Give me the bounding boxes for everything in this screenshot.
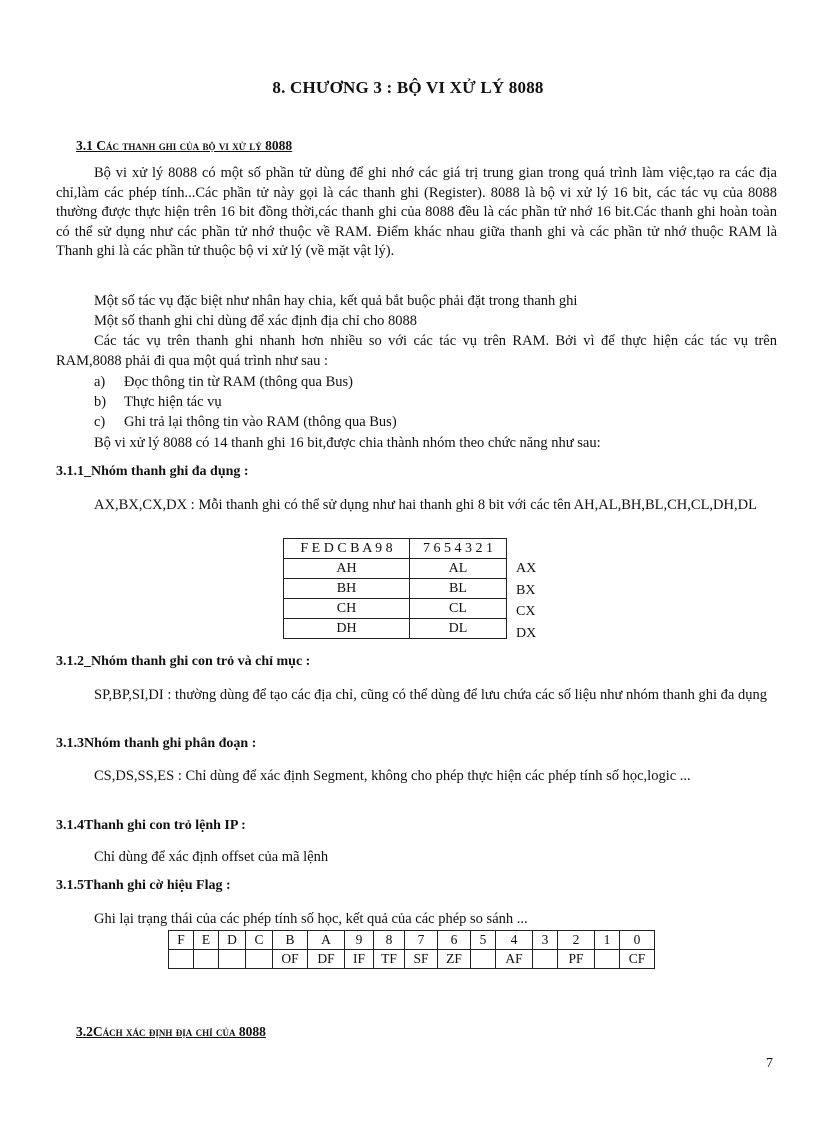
page-title: 8. CHƯƠNG 3 : BỘ VI XỬ LÝ 8088 xyxy=(272,78,544,97)
pointer-registers-text: SP,BP,SI,DI : thường dùng để tạo các địa chỉ, cũng có thể dùng để lưu chứa các số liệu như nhóm thanh ghi đa dụng xyxy=(94,687,767,703)
high-byte: CH xyxy=(284,599,410,619)
register-name: CX xyxy=(516,604,536,620)
register-name: BX xyxy=(516,582,536,598)
ip-register-text: Chỉ dùng để xác định offset của mã lệnh xyxy=(94,849,329,865)
low-byte: CL xyxy=(410,599,507,619)
step-text: Ghi trả lại thông tin vào RAM (thông qua Bus) xyxy=(124,414,397,430)
subheading-3-1-2: 3.1.2_Nhóm thanh ghi con trỏ và chỉ mục : xyxy=(56,654,311,669)
text-line: Một số tác vụ đặc biệt như nhân hay chia, kết quả bắt buộc phải đặt trong thanh ghi xyxy=(94,293,578,309)
flag-cell: IF xyxy=(345,950,374,969)
bit-cell: 7 xyxy=(405,931,438,950)
flag-cell xyxy=(246,950,273,969)
bit-cell: C xyxy=(246,931,273,950)
flag-cell: DF xyxy=(308,950,345,969)
segment-registers-text: CS,DS,SS,ES : Chỉ dùng để xác định Segment, không cho phép thực hiện các phép tính số học,logic ... xyxy=(94,768,691,784)
bit-cell: 6 xyxy=(438,931,471,950)
low-byte: AL xyxy=(410,559,507,579)
bit-cell: 2 xyxy=(558,931,595,950)
bit-cell: F xyxy=(169,931,194,950)
table-row xyxy=(284,599,507,619)
register-name: AX xyxy=(516,561,537,576)
step-marker: c) xyxy=(94,414,106,430)
register-table xyxy=(283,538,507,639)
table-row xyxy=(284,559,507,579)
speed-paragraph: Các tác vụ trên thanh ghi nhanh hơn nhiều so với các tác vụ trên RAM. Bởi vì để thực hiện các tác vụ trên RAM,8088 phải đi qua một quá trình như sau : xyxy=(56,333,777,369)
flag-cell xyxy=(595,950,620,969)
flag-cell xyxy=(533,950,558,969)
flag-cell: TF xyxy=(374,950,405,969)
step-list-item xyxy=(94,413,694,433)
step-text: Đọc thông tin từ RAM (thông qua Bus) xyxy=(124,374,353,390)
bit-cell: 5 xyxy=(471,931,496,950)
table-row xyxy=(284,619,507,639)
flag-cell: PF xyxy=(558,950,595,969)
step-list-item xyxy=(94,393,694,413)
step-marker: b) xyxy=(94,394,107,410)
bit-cell: D xyxy=(219,931,246,950)
flag-bit-row xyxy=(169,931,655,950)
step-list-item xyxy=(94,373,694,393)
bit-cell: E xyxy=(194,931,219,950)
subheading-3-1-1: 3.1.1_Nhóm thanh ghi đa dụng : xyxy=(56,464,249,479)
flag-cell: CF xyxy=(620,950,655,969)
low-byte: DL xyxy=(410,619,507,639)
subheading-3-1-3: 3.1.3Nhóm thanh ghi phân đoạn : xyxy=(56,736,257,751)
flag-cell xyxy=(169,950,194,969)
low-byte: BL xyxy=(410,579,507,599)
bit-cell: A xyxy=(308,931,345,950)
header-high-bits: F E D C B A 9 8 xyxy=(284,539,410,559)
flag-cell xyxy=(219,950,246,969)
header-low-bits: 7 6 5 4 3 2 1 xyxy=(410,539,507,559)
bit-cell: 8 xyxy=(374,931,405,950)
flag-cell: ZF xyxy=(438,950,471,969)
flag-cell: OF xyxy=(273,950,308,969)
high-byte: AH xyxy=(284,559,410,579)
high-byte: BH xyxy=(284,579,410,599)
bit-cell: 1 xyxy=(595,931,620,950)
subheading-3-1-5: 3.1.5Thanh ghi cờ hiệu Flag : xyxy=(56,878,231,893)
high-byte: DH xyxy=(284,619,410,639)
bit-cell: 3 xyxy=(533,931,558,950)
subheading-3-1-4: 3.1.4Thanh ghi con trỏ lệnh IP : xyxy=(56,818,246,833)
bit-cell: 0 xyxy=(620,931,655,950)
step-text: Thực hiện tác vụ xyxy=(124,394,222,410)
bit-cell: 9 xyxy=(345,931,374,950)
bit-cell: 4 xyxy=(496,931,533,950)
bit-cell: B xyxy=(273,931,308,950)
register-name: DX xyxy=(516,626,537,642)
flag-cell xyxy=(471,950,496,969)
flag-name-row xyxy=(169,950,655,969)
page-number: 7 xyxy=(766,1056,773,1071)
text-line: Một số thanh ghi chỉ dùng để xác định địa chỉ cho 8088 xyxy=(94,313,417,329)
table-row xyxy=(284,579,507,599)
register-name-list xyxy=(516,558,536,645)
flag-table xyxy=(168,930,655,969)
section-heading-3-2: 3.2Cách xác định địa chỉ của 8088 xyxy=(76,1024,266,1039)
flag-cell: AF xyxy=(496,950,533,969)
flag-register-text: Ghi lại trạng thái của các phép tính số học, kết quả của các phép so sánh ... xyxy=(94,911,528,927)
flag-cell xyxy=(194,950,219,969)
section-heading-3-1: 3.1 Các thanh ghi của bộ vi xử lý 8088 xyxy=(76,138,293,153)
intro-paragraph: Bộ vi xử lý 8088 có một số phần tử dùng để ghi nhớ các giá trị trung gian trong quá trình làm việc,tạo ra các địa chỉ,làm các phép tính...Các phần tử này gọi là các thanh ghi (Register). 8088 là bộ vi xử lý 16 bit, các tác vụ của 8088 thường được thực hiện trên 16 bit đồng thời,các thanh ghi của 8088 đều là các phần tử nhớ 16 bit.Các thanh ghi hoàn toàn có thể sử dụng như các phần tử nhớ thuộc về RAM. Điểm khác nhau giữa thanh ghi và các phần tử nhớ thuộc RAM là Thanh ghi là các phần tử thuộc bộ vi xử lý (về mặt vật lý). xyxy=(56,165,777,259)
general-registers-text: AX,BX,CX,DX : Mỗi thanh ghi có thể sử dụng như hai thanh ghi 8 bit với các tên AH,AL,BH,BL,CH,CL,DH,DL xyxy=(94,497,757,513)
step-marker: a) xyxy=(94,374,106,390)
text-line: Bộ vi xử lý 8088 có 14 thanh ghi 16 bit,được chia thành nhóm theo chức năng như sau: xyxy=(94,435,601,451)
flag-cell: SF xyxy=(405,950,438,969)
